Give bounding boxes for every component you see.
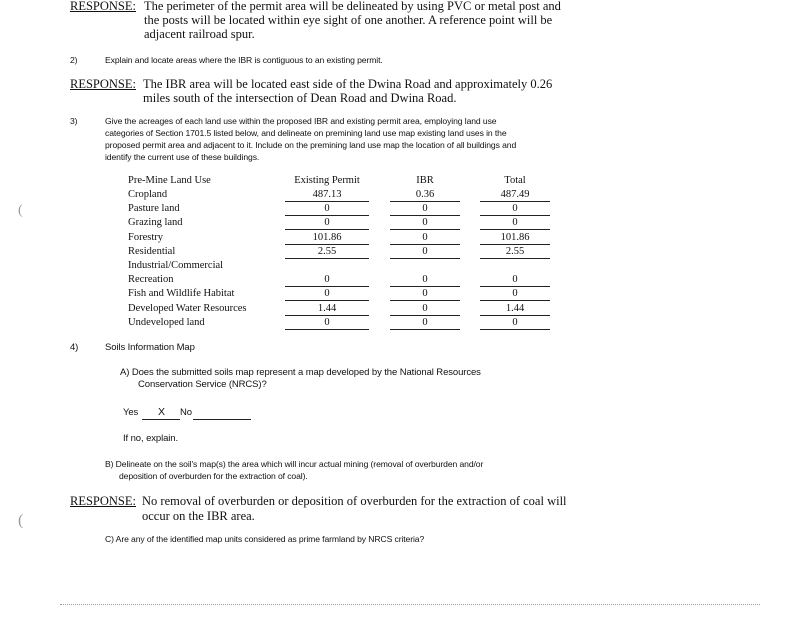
table-cell-existing: 0 <box>324 288 330 300</box>
margin-scan-mark: ( <box>18 203 23 218</box>
table-row-land-use: Grazing land <box>128 217 183 229</box>
item-4-response-line-2: occur on the IBR area. <box>142 509 255 523</box>
item-4b-line-2: deposition of overburden for the extraction of coal). <box>119 471 308 481</box>
table-cell-existing: 487.13 <box>312 189 342 200</box>
table-cell-underline <box>390 258 460 259</box>
yes-label: Yes <box>123 407 139 418</box>
top-response-line-2: the posts will be located within eye sight of one another. A reference point will be <box>144 13 553 27</box>
margin-scan-mark: ( <box>18 512 24 529</box>
item-4c-question: C) Are any of the identified map units considered as prime farmland by NRCS criteria? <box>105 534 425 544</box>
table-cell-ibr: 0.36 <box>415 189 435 200</box>
item-2-response-line-2: miles south of the intersection of Dean Road and Dwina Road. <box>143 91 457 105</box>
table-row-land-use: Recreation <box>128 274 174 286</box>
item-3-number: 3) <box>70 116 78 126</box>
table-cell-ibr: 0 <box>422 316 428 328</box>
item-3-line-1: Give the acreages of each land use within the proposed IBR and existing permit area, employing land use <box>105 116 497 126</box>
item-2-response-label: RESPONSE: <box>70 77 136 91</box>
table-row-land-use: Fish and Wildlife Habitat <box>128 288 235 300</box>
table-cell-ibr: 0 <box>422 302 428 314</box>
table-row-land-use: Developed Water Resources <box>128 302 247 314</box>
top-response-line-3: adjacent railroad spur. <box>144 27 255 41</box>
item-3-line-3: proposed permit area and adjacent to it. Include on the premining land use map the location of all buildings and <box>105 140 517 150</box>
table-cell-total: 1.44 <box>505 302 525 314</box>
top-response-label: RESPONSE: <box>70 0 136 13</box>
item-3-line-2: categories of Section 1701.5 listed below, and delineate on premining land use map existing land uses in the <box>105 128 507 138</box>
item-4-response-label: RESPONSE: <box>70 494 136 508</box>
table-row-land-use: Residential <box>128 245 176 257</box>
item-4a-line-1: A) Does the submitted soils map represent a map developed by the National Resources <box>120 367 481 378</box>
table-cell-underline <box>480 258 550 259</box>
header-existing-permit: Existing Permit <box>294 175 360 186</box>
table-cell-ibr: 0 <box>422 288 428 300</box>
table-cell-underline <box>285 329 369 330</box>
header-land-use: Pre-Mine Land Use <box>128 175 211 186</box>
table-cell-underline <box>390 329 460 330</box>
if-no-explain: If no, explain. <box>123 433 179 444</box>
table-cell-existing: 1.44 <box>317 302 337 314</box>
table-row-land-use: Undeveloped land <box>128 316 205 328</box>
yes-checkmark: X <box>158 406 165 418</box>
page-bottom-edge <box>60 604 760 605</box>
table-cell-ibr: 0 <box>422 231 428 243</box>
table-row-land-use: Forestry <box>128 231 163 243</box>
top-response-line-1: The perimeter of the permit area will be delineated by using PVC or metal post and <box>144 0 561 13</box>
table-cell-total: 101.86 <box>500 231 530 243</box>
table-row-land-use: Industrial/Commercial <box>128 260 224 271</box>
header-total: Total <box>504 175 526 186</box>
table-cell-existing: 0 <box>324 217 330 229</box>
item-4b-line-1: B) Delineate on the soil's map(s) the area which will incur actual mining (removal of overburden and/or <box>105 459 484 469</box>
table-row-land-use: Cropland <box>128 189 168 200</box>
item-2-question: Explain and locate areas where the IBR is contiguous to an existing permit. <box>105 55 383 65</box>
table-cell-total: 0 <box>512 288 518 300</box>
no-label: No <box>180 407 192 418</box>
item-4-response-line-1: No removal of overburden or deposition of overburden for the extraction of coal will <box>142 494 567 508</box>
table-cell-existing: 101.86 <box>312 231 342 243</box>
table-cell-existing: 0 <box>324 203 330 215</box>
table-cell-total: 0 <box>512 316 518 328</box>
table-cell-ibr: 0 <box>422 245 428 257</box>
table-cell-total: 487.49 <box>500 189 530 200</box>
table-cell-existing: 0 <box>324 274 330 286</box>
table-cell-underline <box>285 258 369 259</box>
item-3-line-4: identify the current use of these buildings. <box>105 152 260 162</box>
table-cell-total: 0 <box>512 274 518 286</box>
no-blank-line <box>193 419 251 420</box>
table-cell-total: 0 <box>512 203 518 215</box>
table-cell-total: 2.55 <box>505 245 525 257</box>
table-row-land-use: Pasture land <box>128 203 180 215</box>
item-4-title: Soils Information Map <box>105 342 195 353</box>
table-cell-ibr: 0 <box>422 203 428 215</box>
yes-blank-line <box>142 419 180 420</box>
item-4-number: 4) <box>70 342 79 353</box>
header-ibr: IBR <box>416 175 434 186</box>
item-4a-line-2: Conservation Service (NRCS)? <box>138 379 267 390</box>
table-cell-underline <box>480 329 550 330</box>
item-2-response-line-1: The IBR area will be located east side of the Dwina Road and approximately 0.26 <box>143 77 553 91</box>
table-cell-existing: 0 <box>324 316 330 328</box>
table-cell-ibr: 0 <box>422 217 428 229</box>
table-cell-existing: 2.55 <box>317 245 337 257</box>
table-cell-total: 0 <box>512 217 518 229</box>
item-2-number: 2) <box>70 55 78 65</box>
table-cell-ibr: 0 <box>422 274 428 286</box>
